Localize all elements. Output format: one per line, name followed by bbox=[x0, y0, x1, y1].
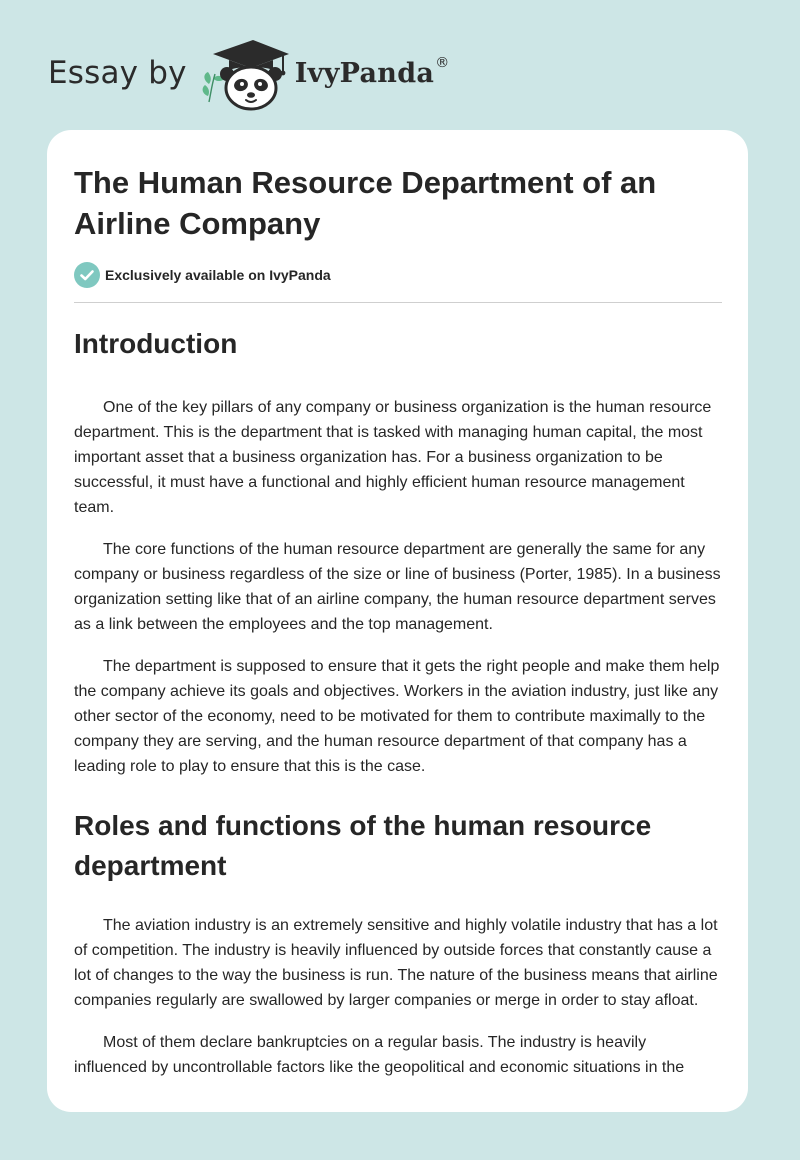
exclusive-badge bbox=[74, 262, 722, 288]
paragraph: The core functions of the human resource department are generally the same for any company or business regardless of the size or line of business (Porter, 1985). In a business organization setting like that of an airline company, the human resource department serves as a link between the employees and the top management. bbox=[74, 541, 721, 633]
check-circle-icon bbox=[74, 262, 100, 288]
section-heading-introduction: Introduction bbox=[74, 328, 238, 359]
paragraph: The aviation industry is an extremely sensitive and highly volatile industry that has a lot of competition. The industry is heavily influenced by outside forces that constantly cause a lot of changes to the way the business is run. The nature of the business means that airline companies regularly are swallowed by larger companies or merge in order to stay afloat. bbox=[74, 917, 718, 1009]
paragraph: The department is supposed to ensure that it gets the right people and make them help the company achieve its goals and objectives. Workers in the aviation industry, just like any other sector of the economy, need to be motivated for them to contribute maximally to the company they are serving, and the human resource department of that company has a leading role to play to ensure that this is the case. bbox=[74, 658, 720, 775]
brand-name: IvyPanda bbox=[294, 57, 435, 89]
section-heading-roles: Roles and functions of the human resource department bbox=[74, 810, 652, 881]
essay-card bbox=[47, 130, 748, 1112]
essay-title: The Human Resource Department of an Airline Company bbox=[74, 165, 657, 241]
paragraph: One of the key pillars of any company or business organization is the human resource department. This is the department that is tasked with managing human capital, the most important asset that a business organization has. For a business organization to be successful, it must have a functional and highly efficient human resource management team. bbox=[74, 399, 712, 516]
panda-graduate-icon bbox=[199, 34, 291, 112]
brand-registered-mark: ® bbox=[435, 55, 450, 71]
exclusive-badge-text: Exclusively available on IvyPanda bbox=[105, 267, 331, 283]
brand-prefix: Essay by bbox=[48, 55, 187, 91]
divider bbox=[74, 302, 722, 303]
paragraph: Most of them declare bankruptcies on a regular basis. The industry is heavily influenced by uncontrollable factors like the geopolitical and economic situations in the bbox=[74, 1034, 685, 1076]
brand-header bbox=[48, 34, 449, 112]
